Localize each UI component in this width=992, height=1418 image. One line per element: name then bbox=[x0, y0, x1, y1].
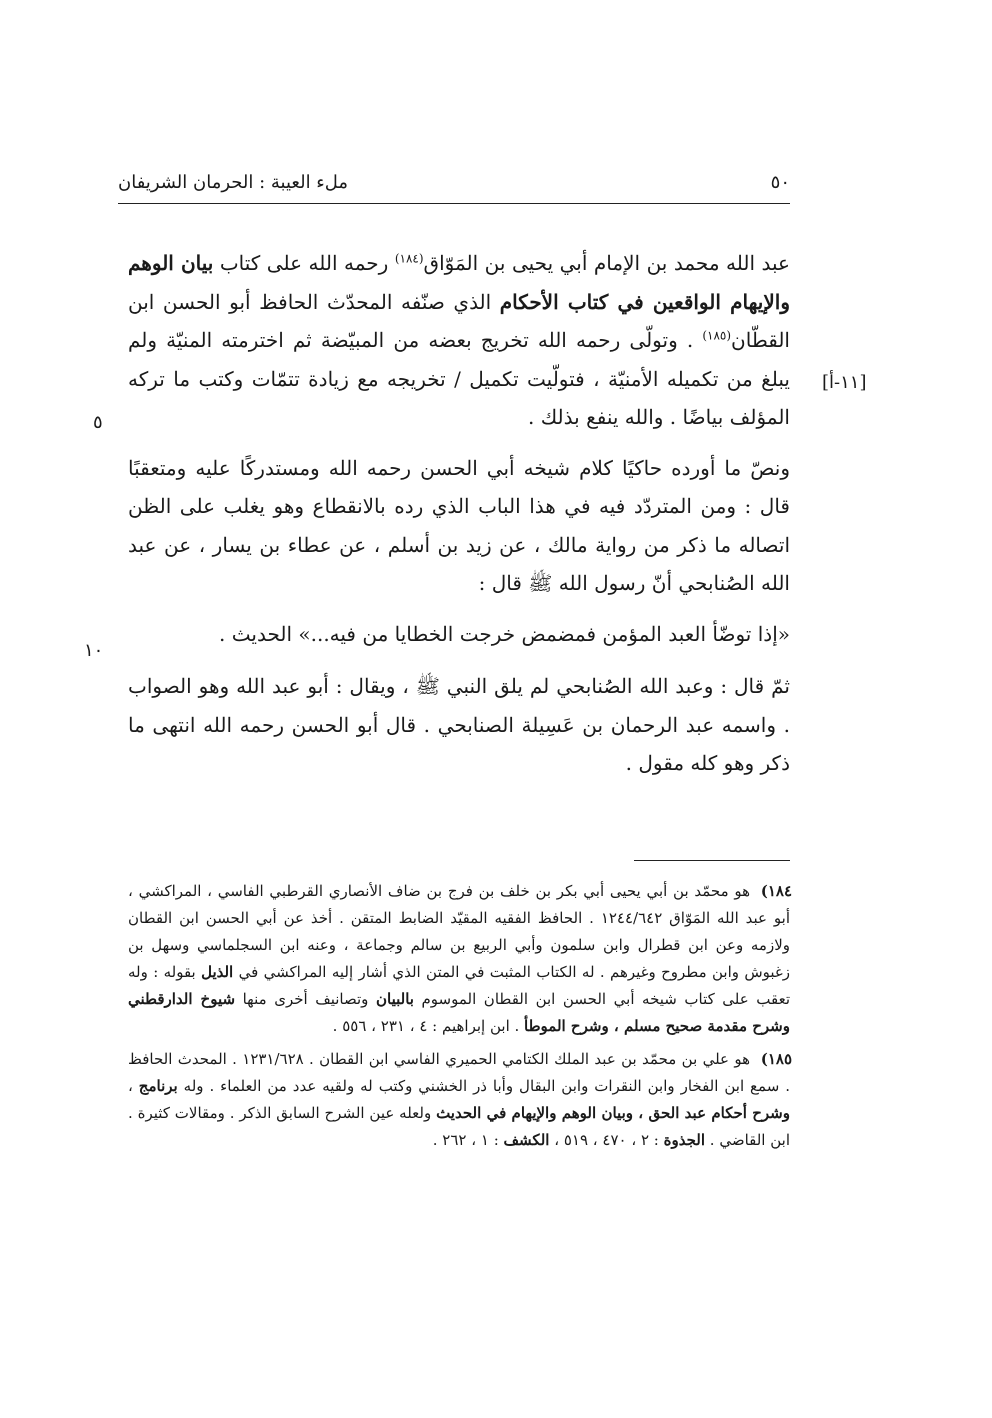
paragraph-1 bbox=[128, 244, 790, 437]
footnote-text bbox=[128, 1046, 790, 1154]
text-run: الذي صنّفه المحدّث الحافظ أبو الحسن ابن القطّان bbox=[128, 289, 790, 352]
footnote-ref-184[interactable]: (١٨٤) bbox=[394, 251, 424, 266]
folio-reference: [١١-أ] bbox=[822, 372, 867, 393]
text-run: وتصانيف أخرى منها bbox=[235, 990, 376, 1008]
text-run: . وتولّى رحمه الله تخريج بعضه من المبيّضة ثم اخترمته المنيّة ولم يبلغ من تكميله الأمنيّة ، فتولّيت تكميل / تخريجه مع زيادة تتمّات وكتب ما تركه المؤلف بياضًا . والله ينفع بذلك . bbox=[128, 328, 790, 429]
bold-run: برنامج bbox=[138, 1077, 178, 1095]
line-number-5: ٥ bbox=[93, 412, 103, 433]
text-run: : ٢ ، ٤٧٠ ، ٥١٩ ، bbox=[549, 1131, 664, 1149]
line-number-10: ١٠ bbox=[84, 640, 104, 661]
bold-run: الذيل bbox=[201, 963, 234, 981]
text-run: ، bbox=[128, 1077, 139, 1095]
bold-run: شيوخ الدارقطني وشرح مقدمة صحيح مسلم ، وشرح الموطأ bbox=[128, 990, 790, 1035]
header-rule bbox=[118, 203, 790, 204]
main-text bbox=[128, 244, 790, 795]
footnote-rule bbox=[634, 860, 790, 861]
hadith-quote: «إذا توضّأ العبد المؤمن فمضمض خرجت الخطايا من فيه...» الحديث . bbox=[219, 621, 790, 646]
footnote-185 bbox=[128, 1046, 790, 1154]
footnote-text bbox=[128, 878, 790, 1040]
text-run: بقوله : وله تعقب على كتاب شيخه أبي الحسن ابن القطان الموسوم bbox=[128, 963, 790, 1008]
page-number: ٥٠ bbox=[770, 172, 790, 193]
text-run: عبد الله محمد بن الإمام أبي يحيى بن المَوّاق bbox=[423, 251, 790, 275]
paragraph-3: ثمّ قال : وعبد الله الصُنابحي لم يلق النبي ﷺ ، ويقال : أبو عبد الله وهو الصواب . واسمه عبد الرحمان بن عَسِيلة الصنابحي . قال أبو الحسن رحمه الله انتهى ما ذكر وهو كله مقول . bbox=[128, 674, 790, 775]
footnote-184 bbox=[128, 878, 790, 1040]
footnote-number: ١٨٤) bbox=[760, 882, 792, 900]
footnotes bbox=[128, 878, 790, 1160]
text-run: ولعله عين الشرح السابق الذكر . ومقالات كثيرة . ابن القاضي . bbox=[128, 1104, 790, 1149]
text-run: رحمه الله على كتاب bbox=[213, 251, 395, 275]
bold-run: الكشف bbox=[503, 1131, 550, 1149]
book-title-bayan: بيان الوهم والإيهام الواقعين في كتاب الأحكام bbox=[128, 251, 790, 314]
bold-run: الجذوة bbox=[663, 1131, 706, 1149]
bold-run: بالبيان bbox=[375, 990, 414, 1008]
bold-run: وشرح أحكام عبد الحق ، وبيان الوهم والإيهام في الحديث bbox=[436, 1104, 790, 1122]
footnote-number: ١٨٥) bbox=[760, 1050, 792, 1068]
text-run: هو محمّد بن أبي يحيى أبي بكر بن خلف بن فرج بن ضاف الأنصاري القرطبي الفاسي ، المراكشي ، أبو عبد الله المَوّاق ١٢٤٤/٦٤٢ . الحافظ الفقيه المقيّد الضابط المتقن . أخذ عن أبي الحسن ابن القطان ولازمه وعن ابن قطرال وابن سلمون وأبي الربيع بن سالم وجماعة ، وعنه ابن السجلماسي وسهل بن زغبوش وابن مطروح وغيرهم . له الكتاب المثبت في المتن الذي أشار إليه المراكشي في bbox=[128, 882, 791, 981]
text-run: . ابن إبراهيم : ٤ ، ٢٣١ ، ٥٥٦ . bbox=[332, 1017, 525, 1035]
running-title: ملء العيبة : الحرمان الشريفان bbox=[118, 172, 349, 193]
running-header bbox=[118, 172, 790, 198]
footnote-ref-185[interactable]: (١٨٥) bbox=[702, 328, 732, 343]
text-run: هو علي بن محمّد بن عبد الملك الكتامي الحميري الفاسي ابن القطان . ١٢٣١/٦٢٨ . المحدث الحافظ . سمع ابن الفخار وابن النقرات وابن البقال وأبا ذر الخشني وكتب له ولقيه عدد من العلماء . وله bbox=[128, 1050, 790, 1095]
paragraph-2: ونصّ ما أورده حاكيًا كلام شيخه أبي الحسن رحمه الله ومستدركًا عليه ومتعقبًا قال : ومن المتردّد فيه في هذا الباب الذي رده بالانقطاع وهو يغلب على الظن اتصاله ما ذكر من رواية مالك ، عن زيد بن أسلم ، عن عطاء بن يسار ، عن عبد الله الصُنابحي أنّ رسول الله ﷺ قال : bbox=[128, 455, 790, 595]
text-run: : ١ ، ٢٦٢ . bbox=[432, 1131, 504, 1149]
